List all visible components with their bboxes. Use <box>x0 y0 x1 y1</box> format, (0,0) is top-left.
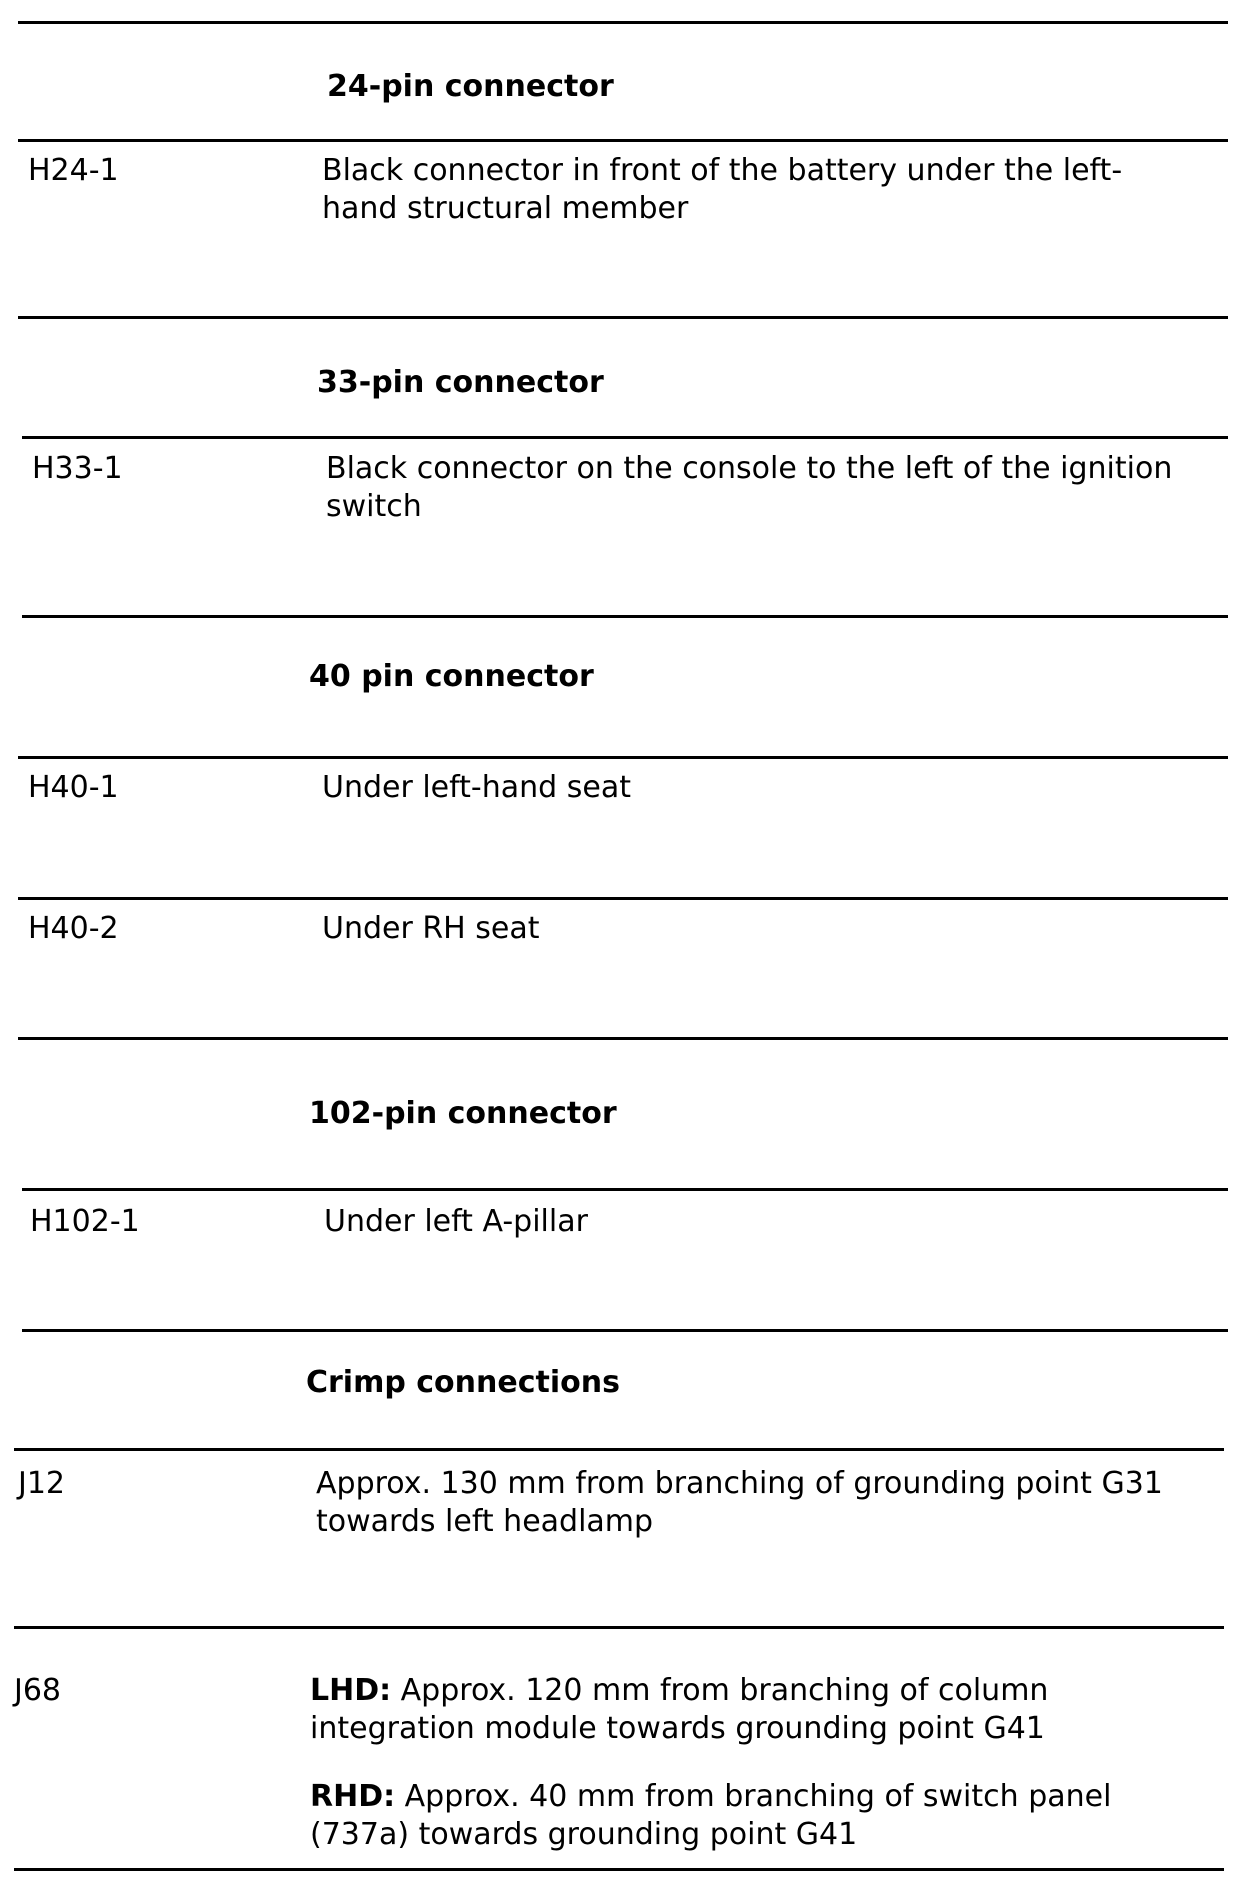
table-rule <box>22 1329 1228 1332</box>
location-line: Under RH seat <box>322 911 540 946</box>
location-line: towards left headlamp <box>316 1504 654 1539</box>
rhd-note <box>310 1778 1210 1854</box>
connector-code: J12 <box>18 1466 66 1501</box>
section-heading: Crimp connections <box>306 1365 620 1400</box>
table-rule <box>18 316 1228 319</box>
location-line: switch <box>326 489 422 524</box>
table-rule <box>18 139 1228 142</box>
table-rule <box>22 436 1228 439</box>
connector-code: H102-1 <box>30 1204 140 1239</box>
section-heading: 24-pin connector <box>327 69 614 104</box>
connector-location <box>324 1203 1224 1241</box>
table-rule <box>18 1037 1228 1040</box>
location-line: hand structural member <box>322 191 689 226</box>
connector-location <box>322 152 1222 228</box>
rhd-label: RHD: <box>310 1779 396 1814</box>
location-line: Black connector in front of the battery under the left- <box>322 153 1123 188</box>
connector-location <box>316 1465 1216 1541</box>
section-heading: 33-pin connector <box>317 365 604 400</box>
table-rule <box>14 1626 1224 1629</box>
table-rule <box>22 615 1228 618</box>
location-line: integration module towards grounding point G41 <box>310 1711 1045 1746</box>
location-line: Black connector on the console to the left of the ignition <box>326 451 1173 486</box>
table-rule <box>14 1448 1224 1451</box>
lhd-note <box>310 1672 1210 1748</box>
connector-code: H24-1 <box>28 153 119 188</box>
connector-code: H40-1 <box>28 770 119 805</box>
location-line: Approx. 40 mm from branching of switch panel <box>395 1779 1112 1814</box>
table-rule <box>18 756 1228 759</box>
location-line: Approx. 120 mm from branching of column <box>391 1673 1049 1708</box>
connector-code: H33-1 <box>32 451 123 486</box>
location-line: Approx. 130 mm from branching of grounding point G31 <box>316 1466 1163 1501</box>
table-rule <box>18 21 1228 24</box>
table-rule <box>18 897 1228 900</box>
connector-location <box>322 910 1222 948</box>
section-heading: 102-pin connector <box>309 1096 617 1131</box>
connector-code: H40-2 <box>28 911 119 946</box>
table-rule <box>22 1188 1228 1191</box>
connector-code: J68 <box>14 1673 62 1708</box>
section-heading: 40 pin connector <box>309 659 594 694</box>
connector-location <box>322 769 1222 807</box>
connector-location <box>310 1672 1210 1884</box>
location-line: (737a) towards grounding point G41 <box>310 1817 858 1852</box>
location-line: Under left A-pillar <box>324 1204 588 1239</box>
connector-location <box>326 450 1226 526</box>
location-line: Under left-hand seat <box>322 770 631 805</box>
lhd-label: LHD: <box>310 1673 392 1708</box>
